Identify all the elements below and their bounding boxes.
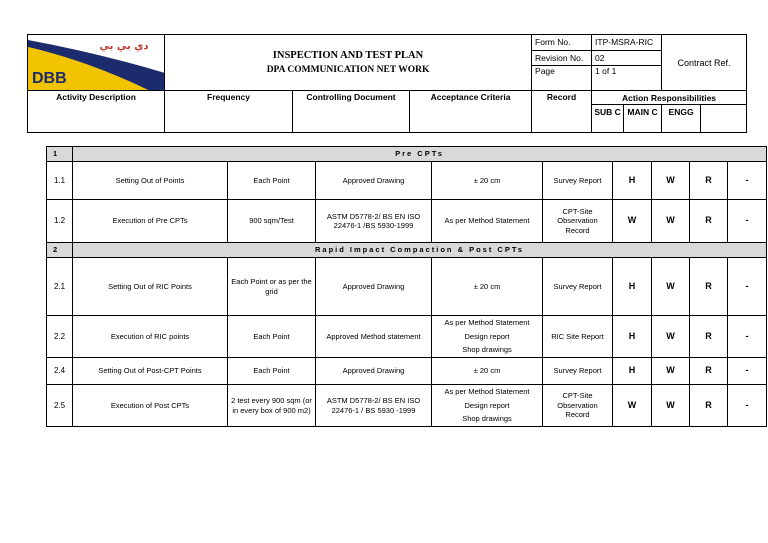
section-number: 2 [47, 243, 73, 258]
table-row [47, 258, 767, 316]
acceptance-line: As per Method Statement [444, 387, 530, 397]
main-c-cell: W [652, 162, 690, 200]
extra-cell: - [728, 316, 767, 358]
frequency-cell: Each Point or as per the grid [228, 258, 316, 316]
title-block [165, 35, 532, 91]
main-c-cell: W [652, 316, 690, 358]
acceptance-line: ± 20 cm [473, 366, 501, 376]
acceptance-criteria-cell [432, 358, 543, 385]
record-cell: Survey Report [543, 162, 613, 200]
col-record: Record [532, 91, 592, 133]
row-number: 2.2 [47, 316, 73, 358]
frequency-cell: Each Point [228, 316, 316, 358]
row-number: 2.5 [47, 385, 73, 427]
extra-cell: - [728, 162, 767, 200]
main-c-cell: W [652, 200, 690, 243]
table-row [47, 316, 767, 358]
main-c-cell: W [652, 258, 690, 316]
frequency-cell: 900 sqm/Test [228, 200, 316, 243]
company-logo [28, 35, 165, 91]
record-cell: Survey Report [543, 258, 613, 316]
section-number: 1 [47, 147, 73, 162]
engg-cell: R [690, 358, 728, 385]
col-frequency: Frequency [165, 91, 293, 133]
section-header-row [47, 243, 767, 258]
engg-cell: R [690, 258, 728, 316]
table-row [47, 385, 767, 427]
row-number: 1.1 [47, 162, 73, 200]
engg-cell: R [690, 385, 728, 427]
controlling-document-cell: Approved Drawing [316, 358, 432, 385]
controlling-document-cell: ASTM D5778-2/ BS EN ISO 22476-1 / BS 5930 -1999 [316, 385, 432, 427]
record-cell: CPT-Site Observation Record [543, 385, 613, 427]
acceptance-line: As per Method Statement [444, 216, 530, 226]
itp-header-table [27, 34, 747, 133]
activity-cell: Setting Out of Points [73, 162, 228, 200]
acceptance-criteria-cell [432, 200, 543, 243]
col-action-responsibilities: Action Responsibilities [592, 91, 747, 105]
controlling-document-cell: Approved Drawing [316, 162, 432, 200]
acceptance-line: ± 20 cm [473, 281, 501, 291]
engg-cell: R [690, 316, 728, 358]
engg-cell: R [690, 162, 728, 200]
page-value: 1 of 1 [592, 66, 662, 91]
controlling-document-cell: Approved Drawing [316, 258, 432, 316]
row-number: 2.4 [47, 358, 73, 385]
table-row [47, 162, 767, 200]
row-number: 1.2 [47, 200, 73, 243]
main-c-cell: W [652, 358, 690, 385]
sub-c-cell: H [613, 258, 652, 316]
table-row [47, 358, 767, 385]
acceptance-line: Shop drawings [462, 345, 512, 355]
col-blank [701, 105, 747, 133]
revision-value: 02 [592, 50, 662, 66]
table-row [47, 200, 767, 243]
extra-cell: - [728, 358, 767, 385]
col-engg: ENGG [662, 105, 701, 133]
page-subtitle: DPA COMMUNICATION NET WORK [266, 65, 430, 75]
form-no-label: Form No. [532, 35, 592, 51]
contract-ref-label: Contract Ref. [662, 35, 747, 91]
col-sub-c: SUB C [592, 105, 624, 133]
col-main-c: MAIN C [624, 105, 662, 133]
form-no-value: ITP-MSRA-RIC [592, 35, 662, 51]
revision-label: Revision No. [532, 50, 592, 66]
frequency-cell: Each Point [228, 358, 316, 385]
acceptance-line: Design report [464, 331, 510, 341]
acceptance-criteria-cell [432, 162, 543, 200]
logo-arabic-text: دي بي بي [99, 41, 149, 52]
itp-activities-table [46, 146, 767, 427]
activity-cell: Setting Out of Post-CPT Points [73, 358, 228, 385]
controlling-document-cell: ASTM D5778-2/ BS EN ISO 22476-1 /BS 5930-1999 [316, 200, 432, 243]
acceptance-line: Shop drawings [462, 414, 512, 424]
col-activity-description: Activity Description [28, 91, 165, 133]
acceptance-line: ± 20 cm [473, 175, 501, 185]
sub-c-cell: H [613, 162, 652, 200]
section-header-row [47, 147, 767, 162]
record-cell: RIC Site Report [543, 316, 613, 358]
engg-cell: R [690, 200, 728, 243]
extra-cell: - [728, 258, 767, 316]
record-cell: CPT-Site Observation Record [543, 200, 613, 243]
acceptance-criteria-cell [432, 258, 543, 316]
record-cell: Survey Report [543, 358, 613, 385]
sub-c-cell: H [613, 358, 652, 385]
page-label: Page [532, 66, 592, 91]
section-title: Rapid Impact Compaction & Post CPTs [73, 243, 767, 258]
col-controlling-document: Controlling Document [293, 91, 410, 133]
frequency-cell: Each Point [228, 162, 316, 200]
sub-c-cell: W [613, 200, 652, 243]
activity-cell: Execution of Pre CPTs [73, 200, 228, 243]
activity-cell: Execution of RIC points [73, 316, 228, 358]
sub-c-cell: W [613, 385, 652, 427]
section-title: Pre CPTs [73, 147, 767, 162]
acceptance-criteria-cell [432, 385, 543, 427]
activity-cell: Execution of Post CPTs [73, 385, 228, 427]
logo-latin-text: DBB [32, 70, 67, 87]
controlling-document-cell: Approved Method statement [316, 316, 432, 358]
frequency-cell: 2 test every 900 sqm (or in every box of 900 m2) [228, 385, 316, 427]
acceptance-line: As per Method Statement [444, 318, 530, 328]
acceptance-line: Design report [464, 400, 510, 410]
extra-cell: - [728, 200, 767, 243]
page-title: INSPECTION AND TEST PLAN [272, 50, 424, 61]
acceptance-criteria-cell [432, 316, 543, 358]
extra-cell: - [728, 385, 767, 427]
main-c-cell: W [652, 385, 690, 427]
col-acceptance-criteria: Acceptance Criteria [410, 91, 532, 133]
row-number: 2.1 [47, 258, 73, 316]
sub-c-cell: H [613, 316, 652, 358]
activity-cell: Setting Out of RIC Points [73, 258, 228, 316]
